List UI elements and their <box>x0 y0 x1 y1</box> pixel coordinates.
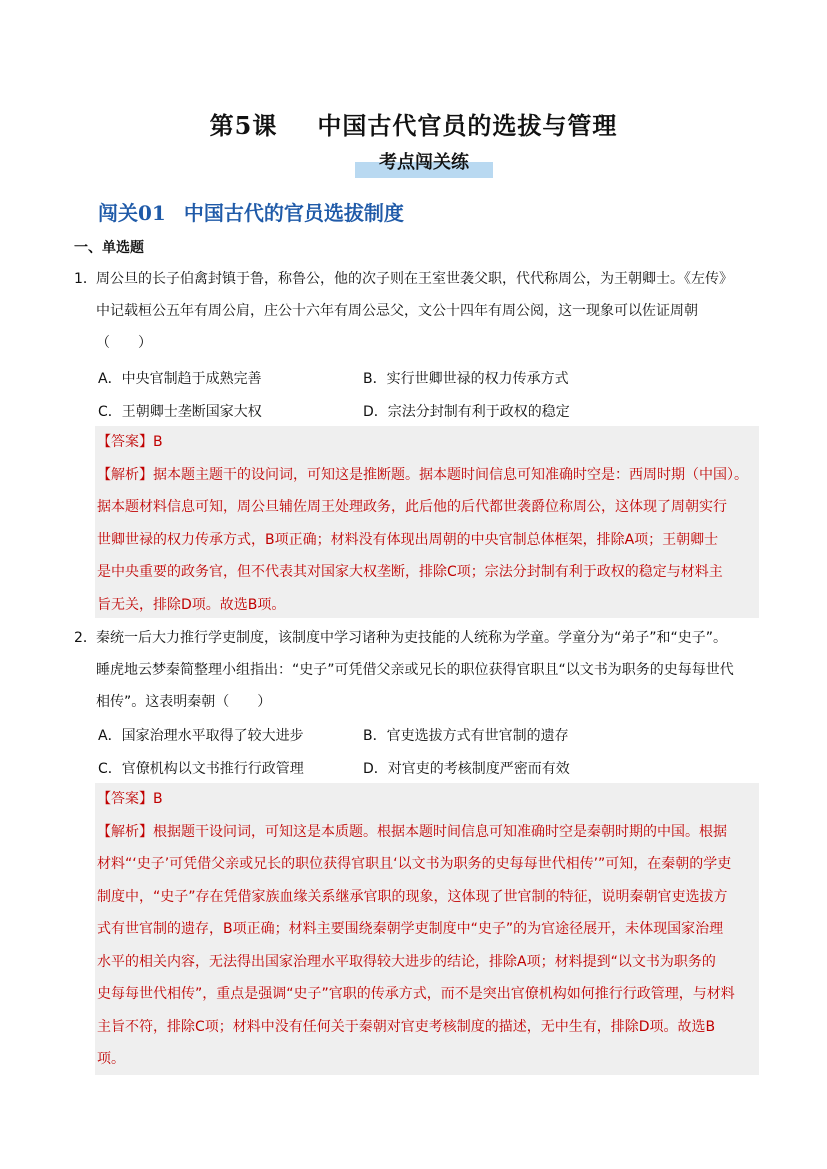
analysis-line: 制度中，“史子”存在凭借家族血缘关系继承官职的现象，这体现了世官制的特征，说明秦朝官吏选拔方 <box>97 888 728 905</box>
option-b[interactable]: B．官吏选拔方式有世官制的遗存 <box>363 728 569 744</box>
stem-line: （ ） <box>96 335 152 351</box>
analysis-line: 是中央重要的政务官，但不代表其对国家大权垄断，排除C项；宗法分封制有利于政权的稳定与材料主 <box>97 564 723 580</box>
page-title <box>0 106 827 141</box>
option-c[interactable]: C．官僚机构以文书推行行政管理 <box>98 761 304 777</box>
section-badge <box>355 148 493 178</box>
section-code: 闯关01 <box>98 201 166 225</box>
analysis-line: 据本题材料信息可知，周公旦辅佐周王处理政务，此后他的后代都世袭爵位称周公，这体现了周朝实行 <box>97 499 727 515</box>
analysis-line: 【解析】根据题干设问词，可知这是本质题。根据本题时间信息可知准确时空是秦朝时期的中国。根据 <box>97 823 727 840</box>
question-2-options <box>98 725 698 791</box>
option-a[interactable]: A．国家治理水平取得了较大进步 <box>98 728 304 744</box>
analysis-line: 式有世官制的遗存，B项正确；材料主要围绕秦朝学吏制度中“史子”的为官途径展开，未体现国家治理 <box>97 921 724 937</box>
question-2 <box>74 622 764 718</box>
stem-line: 相传”。这表明秦朝（ ） <box>96 694 272 710</box>
question-number: 1． <box>74 271 97 287</box>
analysis-line: 材料“‘史子’可凭借父亲或兄长的职位获得官职且‘以文书为职务的史每每世代相传’”可知，在秦朝的学吏 <box>97 856 732 872</box>
question-1-answer-box <box>95 426 759 618</box>
analysis-line: 主旨不符，排除C项；材料中没有任何关于秦朝对官吏考核制度的描述，无中生有，排除D项。故选B <box>97 1018 716 1035</box>
section-name: 中国古代的官员选拔制度 <box>183 201 404 225</box>
analysis-line: 史每每世代相传”，重点是强调“史子”官职的传承方式，而不是突出官僚机构如何推行行政管理，与材料 <box>97 986 735 1002</box>
badge-text: 考点闯关练 <box>379 152 469 173</box>
option-d[interactable]: D．宗法分封制有利于政权的稳定 <box>363 404 570 420</box>
analysis-line: 项。 <box>97 1051 125 1067</box>
question-stem <box>96 622 764 718</box>
option-b[interactable]: B．实行世卿世禄的权力传承方式 <box>363 371 569 387</box>
analysis-line: 【解析】据本题主题干的设问词，可知这是推断题。据本题时间信息可知准确时空是：西周时期（中国）。 <box>97 466 748 483</box>
answer-label: 【答案】B <box>97 434 163 450</box>
analysis-line: 水平的相关内容，无法得出国家治理水平取得较大进步的结论，排除A项；材料提到“以文书为职务的 <box>97 953 716 970</box>
lesson-number: 第5课 <box>209 111 278 140</box>
answer-label: 【答案】B <box>97 791 163 807</box>
question-number: 2． <box>74 630 97 646</box>
analysis-line: 世卿世禄的权力传承方式，B项正确；材料没有体现出周朝的中央官制总体框架，排除A项；王朝卿士 <box>97 531 719 548</box>
lesson-name: 中国古代官员的选拔与管理 <box>317 111 618 140</box>
question-stem <box>96 263 764 359</box>
question-1-options <box>98 368 698 434</box>
analysis-line: 旨无关，排除D项。故选B项。 <box>97 596 286 613</box>
stem-line: 周公旦的长子伯禽封镇于鲁，称鲁公，他的次子则在王室世袭父职，代代称周公，为王朝卿士。《左传》 <box>96 271 733 287</box>
stem-line: 中记载桓公五年有周公肩，庄公十六年有周公忌父，文公十四年有周公阅，这一现象可以佐证周朝 <box>96 303 698 319</box>
option-a[interactable]: A．中央官制趋于成熟完善 <box>98 371 262 387</box>
option-c[interactable]: C．王朝卿士垄断国家大权 <box>98 404 262 420</box>
question-type-heading: 一、单选题 <box>74 240 144 256</box>
stem-line: 睡虎地云梦秦简整理小组指出：“史子”可凭借父亲或兄长的职位获得官职且“以文书为职务的史每每世代 <box>96 662 734 678</box>
option-d[interactable]: D．对官吏的考核制度严密而有效 <box>363 761 570 777</box>
stem-line: 秦统一后大力推行学吏制度，该制度中学习诸种为吏技能的人统称为学童。学童分为“弟子”和“史子”。 <box>96 630 728 646</box>
section-heading <box>98 197 404 226</box>
question-1 <box>74 263 764 359</box>
question-2-answer-box <box>95 783 759 1075</box>
